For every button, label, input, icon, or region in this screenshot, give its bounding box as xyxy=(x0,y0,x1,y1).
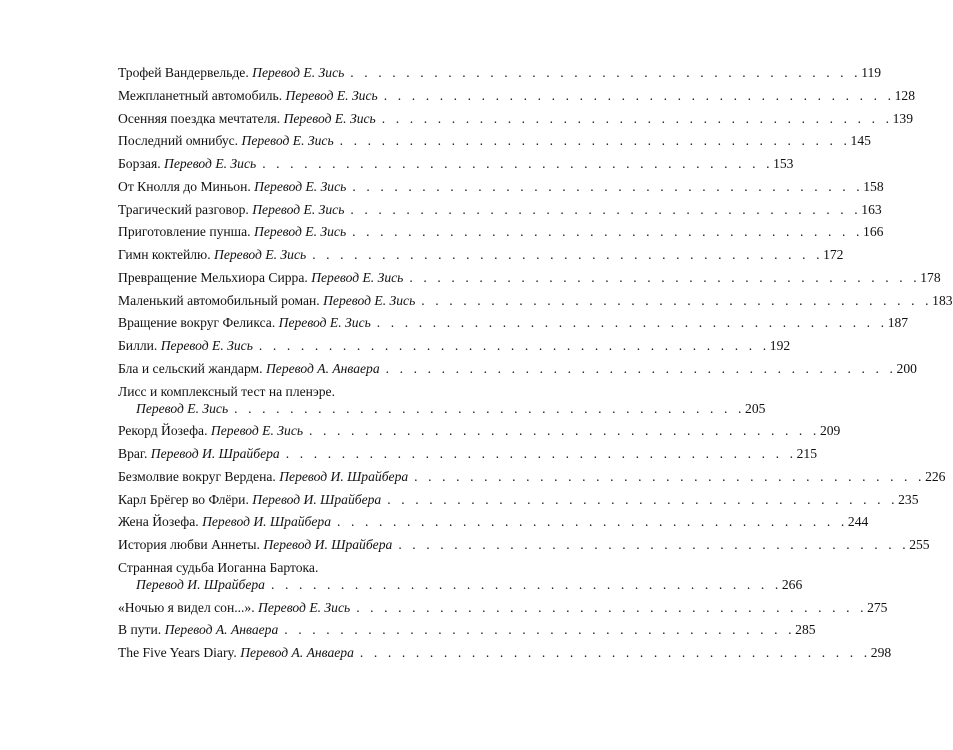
dot-leader: . . . . . . . . . . . . . . . . . . . . . . . . . . . . . . . . . . . . . xyxy=(270,576,782,592)
toc-entry-page: 215 xyxy=(796,446,817,461)
toc-entry-page: 298 xyxy=(870,645,892,660)
toc-entry-page: 119 xyxy=(861,65,882,80)
dot-leader: . . . . . . . . . . . . . . . . . . . . . . . . . . . . . . . . . . . . . xyxy=(409,269,921,285)
toc-entry-page: 205 xyxy=(745,400,766,416)
toc-entry[interactable] xyxy=(118,445,817,462)
toc-entry-title: Межпланетный автомобиль. xyxy=(118,87,283,103)
toc-entry-translator: Перевод Е. Зись xyxy=(254,178,347,194)
toc-entry-translator: Перевод Е. Зись xyxy=(214,247,307,262)
dot-leader: . . . . . . . . . . . . . . . . . . . . . . . . . . . . . . . . . . . . . xyxy=(337,514,848,530)
toc-entry-translator: Перевод И. Шрайбера xyxy=(136,576,265,592)
toc-entry[interactable] xyxy=(118,132,871,149)
toc-entry[interactable] xyxy=(118,155,794,172)
toc-entry-title: Рекорд Йозефа. xyxy=(118,423,208,439)
toc-entry-title: «Ночью я видел сон...». xyxy=(118,599,255,615)
toc-entry-title: Странная судьба Иоганна Бартока. xyxy=(118,559,319,575)
dot-leader: . . . . . . . . . . . . . . . . . . . . . . . . . . . . . . . . . . . . . xyxy=(387,491,899,507)
toc-entry-translator: Перевод И. Шрайбера xyxy=(252,491,382,507)
toc-entry-translator: Перевод А. Анваера xyxy=(164,622,279,638)
toc-entry-title: Враг. xyxy=(118,446,148,461)
dot-leader: . . . . . . . . . . . . . . . . . . . . . . . . . . . . . . . . . . . . . xyxy=(356,599,868,615)
dot-leader: . . . . . . . . . . . . . . . . . . . . . . . . . . . . . . . . . . . . . xyxy=(359,645,871,660)
toc-entry-page: 139 xyxy=(892,110,913,126)
toc-entry-title: Осенняя поездка мечтателя. xyxy=(118,110,281,126)
toc-entry-title: Гимн коктейлю. xyxy=(118,247,211,262)
toc-entry-page: 200 xyxy=(896,360,917,376)
toc-entry-page: 183 xyxy=(932,292,953,308)
toc-entry-translator: Перевод Е. Зись xyxy=(285,87,378,103)
toc-entry-title: Трагический разговор. xyxy=(118,201,249,217)
dot-leader: . . . . . . . . . . . . . . . . . . . . . . . . . . . . . . . . . . . . . xyxy=(385,360,897,376)
toc-entry-page: 192 xyxy=(769,338,791,353)
toc-entry-translator: Перевод Е. Зись xyxy=(311,269,404,285)
table-of-contents xyxy=(118,64,953,667)
toc-entry-page: 226 xyxy=(925,468,946,484)
toc-entry[interactable] xyxy=(118,599,888,616)
toc-entry-page: 187 xyxy=(887,315,909,331)
toc-entry[interactable] xyxy=(118,422,841,439)
toc-entry-translator: Перевод И. Шрайбера xyxy=(279,468,409,484)
toc-entry-translator: Перевод Е. Зись xyxy=(283,110,376,126)
toc-entry-translator: Перевод Е. Зись xyxy=(164,156,257,171)
toc-entry-page: 285 xyxy=(795,622,816,638)
toc-entry-translator: Перевод Е. Зись xyxy=(278,315,371,331)
toc-entry-title: Безмолвие вокруг Вердена. xyxy=(118,468,276,484)
dot-leader: . . . . . . . . . . . . . . . . . . . . . . . . . . . . . . . . . . . . . xyxy=(421,292,933,308)
toc-entry-translator: Перевод Е. Зись xyxy=(252,201,345,217)
toc-entry-page: 244 xyxy=(847,514,869,530)
toc-entry-title: Маленький автомобильный роман. xyxy=(118,292,320,308)
toc-entry-title: Приготовление пунша. xyxy=(118,224,251,240)
toc-entry-page: 266 xyxy=(781,576,803,592)
dot-leader: . . . . . . . . . . . . . . . . . . . . . . . . . . . . . . . . . . . . . xyxy=(234,400,746,416)
toc-entry[interactable] xyxy=(118,223,884,240)
toc-entry-title: Трофей Вандервельде. xyxy=(118,65,249,80)
toc-entry-title: История любви Аннеты. xyxy=(118,537,260,552)
toc-entry-page: 166 xyxy=(863,224,884,240)
dot-leader: . . . . . . . . . . . . . . . . . . . . . . . . . . . . . . . . . . . . . xyxy=(414,468,926,484)
toc-entry-page: 158 xyxy=(863,178,884,194)
toc-entry-translator: Перевод А. Анваера xyxy=(265,360,380,376)
dot-leader: . . . . . . . . . . . . . . . . . . . . . . . . . . . . . . . . . . . . . xyxy=(312,247,824,262)
dot-leader: . . . . . . . . . . . . . . . . . . . . . . . . . . . . . . . . . . . . . xyxy=(381,110,893,126)
toc-entry-translator: Перевод Е. Зись xyxy=(160,338,253,353)
toc-entry-translator: Перевод И. Шрайбера xyxy=(263,537,393,552)
toc-entry[interactable] xyxy=(118,87,915,104)
toc-entry-title: Превращение Мельхиора Сирра. xyxy=(118,269,308,285)
toc-entry[interactable] xyxy=(118,360,917,377)
toc-entry-page: 163 xyxy=(861,201,882,217)
toc-entry-translator: Перевод Е. Зись xyxy=(252,65,345,80)
toc-entry-title: От Кнолля до Миньон. xyxy=(118,178,251,194)
toc-entry-translator: Перевод Е. Зись xyxy=(323,292,416,308)
toc-entry[interactable] xyxy=(118,201,882,218)
toc-entry-title: Борзая. xyxy=(118,156,161,171)
dot-leader: . . . . . . . . . . . . . . . . . . . . . . . . . . . . . . . . . . . . . xyxy=(352,178,864,194)
toc-entry-page: 172 xyxy=(823,247,844,262)
toc-entry-title: Карл Брёгер во Флёри. xyxy=(118,491,249,507)
dot-leader: . . . . . . . . . . . . . . . . . . . . . . . . . . . . . . . . . . . . . xyxy=(309,423,820,439)
toc-entry-page: 235 xyxy=(898,491,919,507)
toc-entry-title: Последний омнибус. xyxy=(118,133,239,149)
toc-entry-title: Бла и сельский жандарм. xyxy=(118,360,263,376)
toc-entry-title: The Five Years Diary. xyxy=(118,645,237,660)
toc-entry-title: Лисс и комплексный тест на пленэре. xyxy=(118,383,335,399)
toc-entry-page: 255 xyxy=(909,537,930,552)
toc-entry-translator: Перевод Е. Зись xyxy=(210,423,304,439)
toc-entry[interactable] xyxy=(118,178,884,195)
toc-entry[interactable] xyxy=(118,383,766,417)
toc-entry-page: 153 xyxy=(773,156,794,171)
dot-leader: . . . . . . . . . . . . . . . . . . . . . . . . . . . . . . . . . . . . . xyxy=(376,315,888,331)
toc-entry-translator: Перевод И. Шрайбера xyxy=(150,446,280,461)
toc-entry[interactable] xyxy=(118,559,803,593)
toc-entry-page: 128 xyxy=(894,87,915,103)
dot-leader: . . . . . . . . . . . . . . . . . . . . . . . . . . . . . . . . . . . . . xyxy=(262,156,774,171)
toc-entry[interactable] xyxy=(118,337,791,354)
toc-entry-page: 145 xyxy=(850,133,871,149)
toc-entry-title: Вращение вокруг Феликса. xyxy=(118,315,276,331)
toc-entry-title: Билли. xyxy=(118,338,158,353)
toc-entry[interactable] xyxy=(118,64,882,81)
toc-entry[interactable] xyxy=(118,468,946,485)
dot-leader: . . . . . . . . . . . . . . . . . . . . . . . . . . . . . . . . . . . . . xyxy=(350,201,862,217)
toc-entry[interactable] xyxy=(118,491,919,508)
dot-leader: . . . . . . . . . . . . . . . . . . . . . . . . . . . . . . . . . . . . . xyxy=(285,446,797,461)
toc-entry-translator: Перевод Е. Зись xyxy=(241,133,334,149)
dot-leader: . . . . . . . . . . . . . . . . . . . . . . . . . . . . . . . . . . . . . xyxy=(398,537,910,552)
toc-entry[interactable] xyxy=(118,246,844,263)
toc-entry[interactable] xyxy=(118,513,869,530)
toc-entry-translator: Перевод И. Шрайбера xyxy=(202,514,332,530)
toc-entry[interactable] xyxy=(118,621,816,638)
toc-entry[interactable] xyxy=(118,644,892,661)
toc-entry-translator: Перевод А. Анваера xyxy=(240,645,354,660)
toc-entry-translator: Перевод Е. Зись xyxy=(258,599,351,615)
dot-leader: . . . . . . . . . . . . . . . . . . . . . . . . . . . . . . . . . . . . . xyxy=(258,338,770,353)
toc-entry[interactable] xyxy=(118,110,913,127)
toc-entry-page: 275 xyxy=(867,599,888,615)
toc-entry[interactable] xyxy=(118,269,941,286)
dot-leader: . . . . . . . . . . . . . . . . . . . . . . . . . . . . . . . . . . . . . xyxy=(350,65,862,80)
toc-entry-translator: Перевод Е. Зись xyxy=(254,224,347,240)
toc-entry-title: Жена Йозефа. xyxy=(118,514,199,530)
dot-leader: . . . . . . . . . . . . . . . . . . . . . . . . . . . . . . . . . . . . . xyxy=(383,87,895,103)
dot-leader: . . . . . . . . . . . . . . . . . . . . . . . . . . . . . . . . . . . . . xyxy=(352,224,864,240)
toc-entry[interactable] xyxy=(118,314,909,331)
toc-entry-page: 178 xyxy=(920,269,941,285)
toc-entry-title: В пути. xyxy=(118,622,162,638)
toc-entry-translator: Перевод Е. Зись xyxy=(136,400,229,416)
toc-entry-page: 209 xyxy=(819,423,841,439)
toc-entry[interactable] xyxy=(118,536,930,553)
toc-entry[interactable] xyxy=(118,292,953,309)
dot-leader: . . . . . . . . . . . . . . . . . . . . . . . . . . . . . . . . . . . . . xyxy=(284,622,796,638)
dot-leader: . . . . . . . . . . . . . . . . . . . . . . . . . . . . . . . . . . . . . xyxy=(339,133,851,149)
